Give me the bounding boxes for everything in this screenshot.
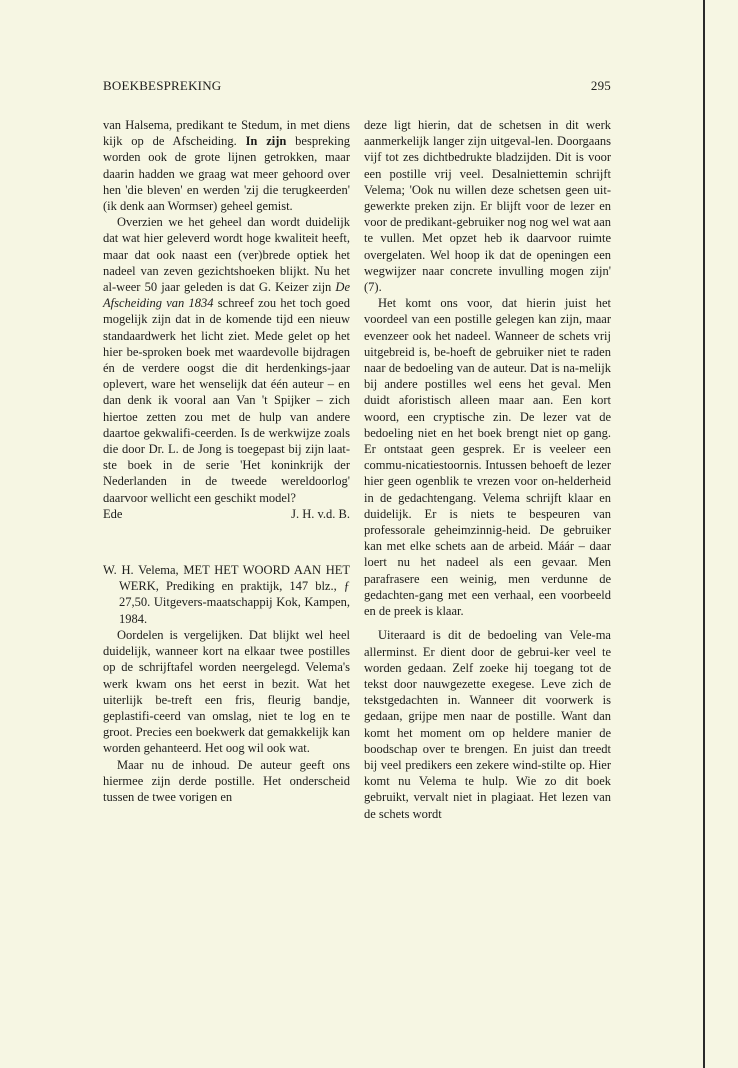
signature-place: Ede [103, 506, 123, 521]
signature-initials: J. H. v.d. B. [291, 506, 350, 521]
paragraph: Uiteraard is dit de bedoeling van Vele-ma allerminst. Er dient door de gebrui-ker veel te worden gedaan. Zelf zoeke hij toegang tot de tekst door nauwgezette exegese. Leve zich de tekstgedachten in. Wanneer dit voorwerk is gedaan, grijpe men naar de postille. Want dan komt het moment om op heldere manier de boodschap over te brengen. En juist dan treedt bij veel predikers een zekere wind-stilte op. Hier komt nu Velema te hulp. Wie zo dit boek gebruikt, vervalt niet in plagiaat. Het lezen van de schets wordt [364, 628, 611, 821]
book-title-italic: De Afscheiding van 1834 [103, 280, 350, 311]
scan-edge-line [703, 0, 705, 1068]
paragraph: Oordelen is vergelijken. Dat blijkt wel heel duidelijk, wanneer kort na elkaar twee postilles op de schrijftafel worden neergelegd. Velema's werk kwam ons het eerst in bezit. Wat het uiterlijk be-treft een fris, fleurig bandje, geplastifi-ceerd van omslag, niet te log en te groot. Precies een boekwerk dat gemakkelijk kan worden gehanteerd. Het oog wil ook wat. [103, 627, 350, 756]
left-column [103, 117, 350, 805]
paragraph: Het komt ons voor, dat hierin juist het voordeel van een postille gelegen kan zijn, maar evenzeer ook het nadeel. Wanneer de schets vrij uitgebreid is, be-hoeft de gebruiker niet te raden naar de bedoeling van de auteur. Dat is na-melijk bij andere postilles wel eens het geval. Men duidt aforistisch alleen maar aan. Een kort woord, een cryptische zin. De lezer vat de bedoeling niet en het boek brengt niet op gang. Er ontstaat geen gesprek. Er is veeleer een commu-nicatiestoornis. Intussen behoeft de lezer hier geen ogenblik te vrezen voor on-helderheid in de gedachtengang. Velema schrijft klaar en duidelijk. Er is niets te bespeuren van professorale geheimzinnig-heid. De gebruiker kan met elke schets aan de arbeid. Máár – daar loert nu het nadeel als een gevaar. Men parafrasere een weinig, men verdunne de gedachten-gang met een verhaal, een voorbeeld en de preek is klaar. [364, 296, 611, 619]
right-column [364, 117, 611, 822]
paragraph: Maar nu de inhoud. De auteur geeft ons hiermee zijn derde postille. Het onderscheid tussen de twee vorigen en [103, 757, 350, 804]
paragraph: deze ligt hierin, dat de schetsen in dit werk aanmerkelijk langer zijn uitgeval-len. Doorgaans vijf tot zes dichtbedrukte bladzijden. Dit is voor een postille vrij veel. Desalniettemin schrijft Velema; 'Ook nu willen deze schetsen geen uit-gewerkte preken zijn. Er blijft voor de lezer en voor de predikant-gebruiker nog nog wel wat aan te vullen. Met opzet heb ik daarvoor ruimte overgelaten. Wel hoop ik dat de openingen een wegwijzer naar concrete invulling mogen zijn' (7). [364, 118, 611, 295]
page-number: 295 [590, 78, 611, 93]
paragraph: Overzien we het geheel dan wordt duidelijk dat wat hier geleverd wordt hoge kwaliteit heeft, maar dat ook naast een (ver)brede optiek het nadeel van zeven gezichtshoeken blijkt. Nu het al-weer 50 jaar geleden is dat G. Keizer zijn De Afscheiding van 1834 schreef zou het toch goed mogelijk zijn dat in de komende tijd een nieuw standaardwerk het licht ziet. Mede gelet op het hier be-sproken boek met waardevolle bijdragen én de verdere oogst die dit herdenkings-jaar oplevert, ware het wenselijk dat één auteur – en dan denk ik vooral aan Van 't Spijker – zich hiertoe zetten zou met de hulp van andere daartoe gekwalifi-ceerden. Is de werkwijze zoals die door Dr. L. de Jong is toegepast bij zijn laat-ste boek in de serie 'Het koninkrijk der Nederlanden in de tweede wereldoorlog' daarvoor wellicht een geschikt model? [103, 215, 350, 505]
book-entry: W. H. Velema, MET HET WOORD AAN HET WERK, Prediking en praktijk, 147 blz., ƒ 27,50. Uitgevers-maatschappij Kok, Kampen, 1984. [103, 563, 350, 626]
section-title: BOEKBESPREKING [103, 78, 222, 93]
review-signature [103, 506, 350, 522]
page-header [103, 78, 611, 94]
paragraph: van Halsema, predikant te Stedum, in met diens kijk op de Afscheiding. In zijn bespreking worden ook de grote lijnen getrokken, maar daarin hadden we graag wat meer gehoord over hen 'die bleven' en werden 'zij die terugkeerden' (ik denk aan Wormser) geheel gemist. [103, 118, 351, 214]
bold-text: In zijn [245, 134, 287, 149]
